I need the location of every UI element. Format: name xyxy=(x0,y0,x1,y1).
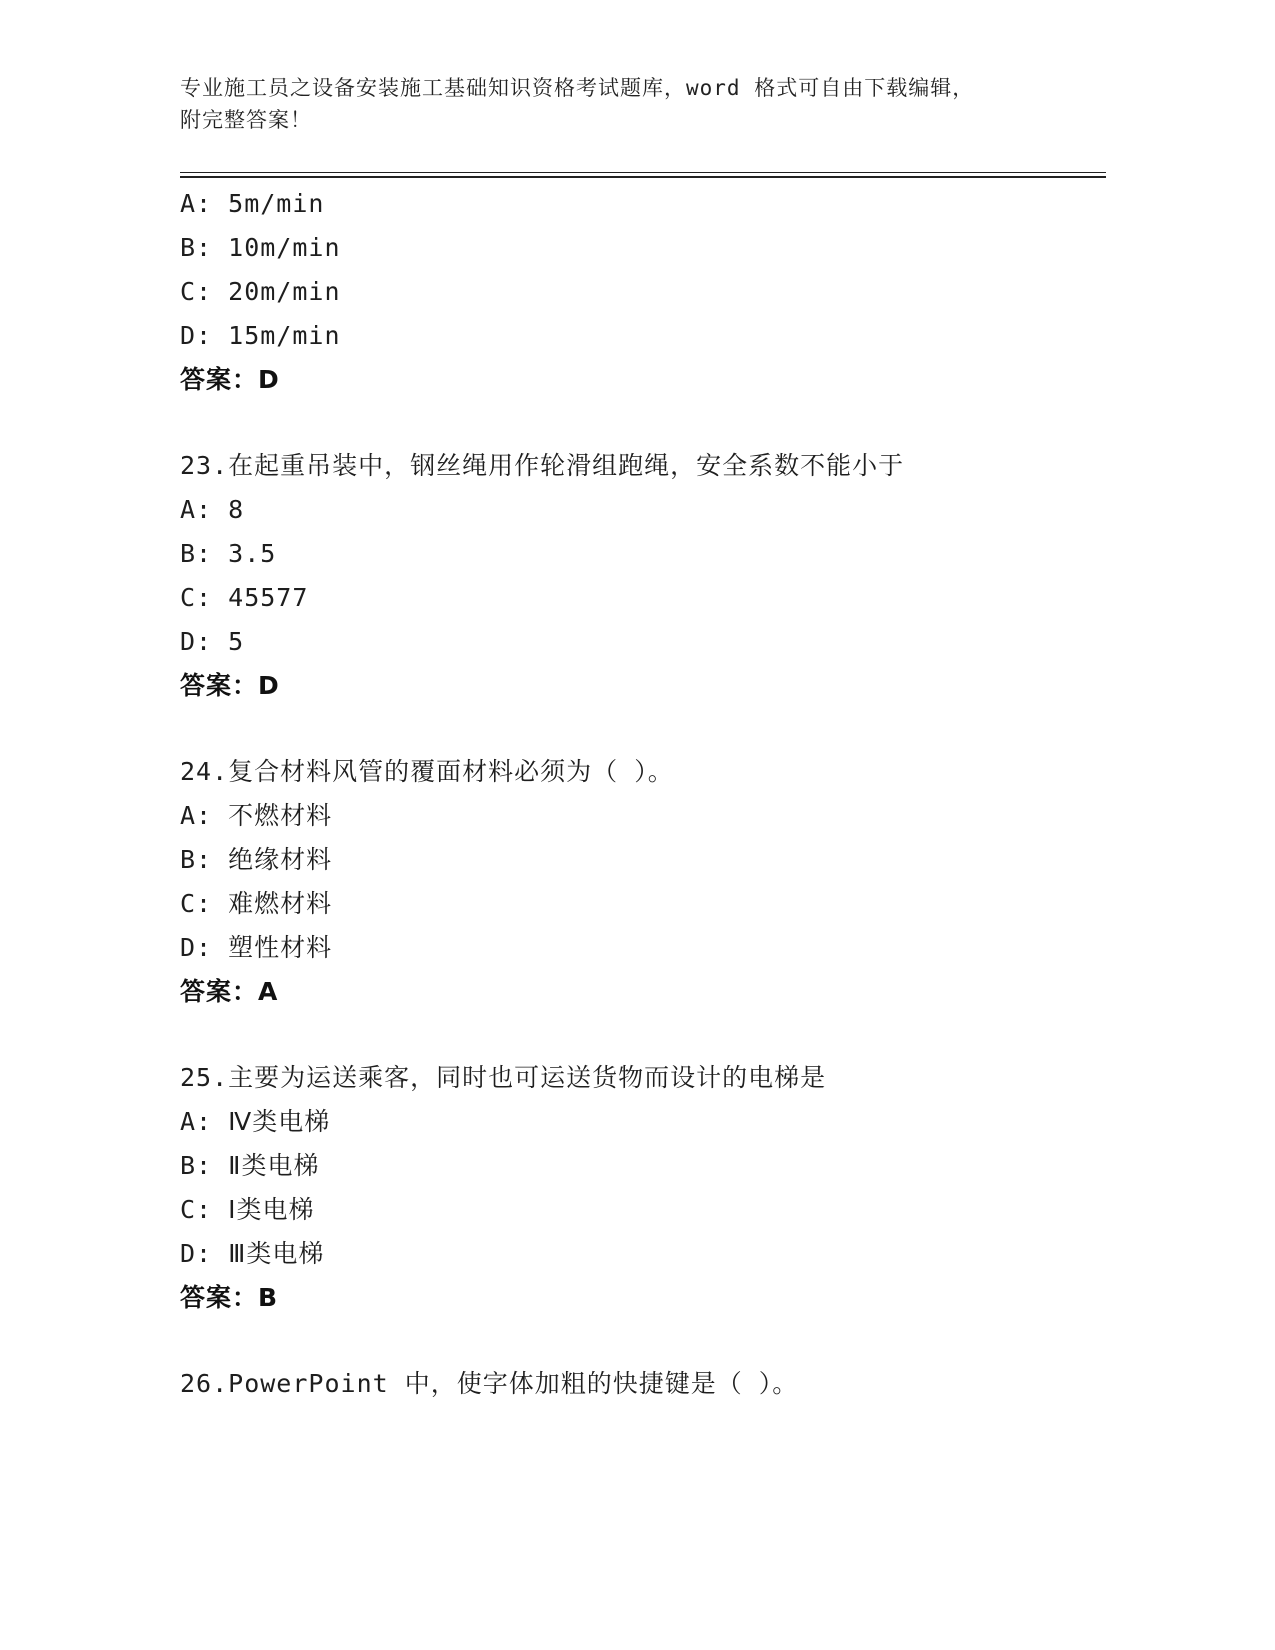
header-rule-thick xyxy=(180,176,1106,178)
question-text: 24.复合材料风管的覆面材料必须为（ ）。 xyxy=(180,757,674,786)
option-a: A: 5m/min xyxy=(180,189,325,218)
question-block-25 xyxy=(180,1056,1120,1320)
option-d: D: 塑性材料 xyxy=(180,933,333,962)
option-d: D: Ⅲ类电梯 xyxy=(180,1239,325,1268)
option-b: B: 3.5 xyxy=(180,539,277,568)
header-line-1: 专业施工员之设备安装施工基础知识资格考试题库，word 格式可自由下载编辑， xyxy=(180,76,975,100)
question-block-26 xyxy=(180,1362,1120,1406)
question-list xyxy=(180,182,1120,1406)
option-b: B: Ⅱ类电梯 xyxy=(180,1151,320,1180)
option-a: A: Ⅳ类电梯 xyxy=(180,1107,331,1136)
question-text: 25.主要为运送乘客，同时也可运送货物而设计的电梯是 xyxy=(180,1063,827,1092)
option-d: D: 15m/min xyxy=(180,321,341,350)
answer-label: 答案：D xyxy=(180,365,280,394)
answer-label: 答案：B xyxy=(180,1283,279,1312)
question-block-24 xyxy=(180,750,1120,1014)
option-c: C: 45577 xyxy=(180,583,309,612)
option-b: B: 绝缘材料 xyxy=(180,845,333,874)
option-c: C: 难燃材料 xyxy=(180,889,333,918)
question-block-22 xyxy=(180,182,1120,402)
option-d: D: 5 xyxy=(180,627,245,656)
option-b: B: 10m/min xyxy=(180,233,341,262)
answer-label: 答案：A xyxy=(180,977,279,1006)
question-text: 26.PowerPoint 中，使字体加粗的快捷键是（ ）。 xyxy=(180,1369,799,1398)
answer-label: 答案：D xyxy=(180,671,280,700)
option-c: C: 20m/min xyxy=(180,277,341,306)
option-a: A: 8 xyxy=(180,495,245,524)
header-line-2: 附完整答案！ xyxy=(180,108,312,132)
document-header xyxy=(180,72,1120,136)
header-rule-thin xyxy=(180,172,1106,173)
option-c: C: Ⅰ类电梯 xyxy=(180,1195,315,1224)
question-block-23 xyxy=(180,444,1120,708)
question-text: 23.在起重吊装中，钢丝绳用作轮滑组跑绳，安全系数不能小于 xyxy=(180,451,905,480)
option-a: A: 不燃材料 xyxy=(180,801,333,830)
